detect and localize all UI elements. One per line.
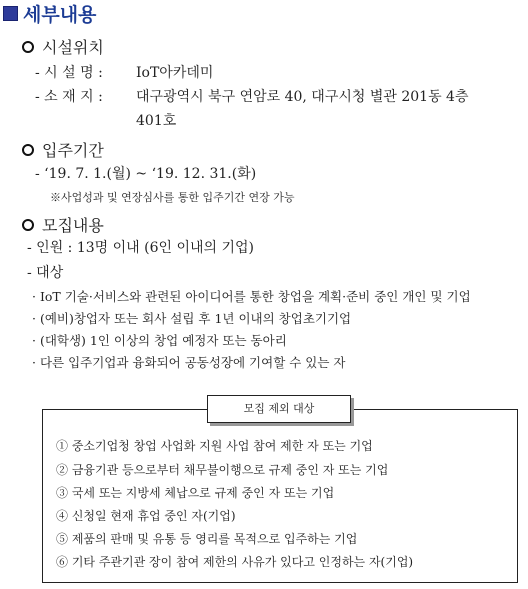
period-note: ※사업성과 및 연장심사를 통한 입주기간 연장 가능: [50, 191, 295, 204]
exclusion-item: ⑤ 제품의 판매 및 유통 등 영리를 목적으로 입주하는 기업: [56, 532, 358, 546]
section-bullet-icon: [22, 41, 34, 53]
address-label: - 소 재 지 :: [35, 89, 103, 105]
address-value-continued: 401호: [136, 113, 177, 129]
exclusion-item: ② 금융기관 등으로부터 채무불이행으로 규제 중인 자 또는 기업: [56, 463, 389, 477]
section-heading-location: 시설위치: [42, 38, 104, 57]
exclusion-item: ③ 국세 또는 지방세 체납으로 규제 중인 자 또는 기업: [56, 486, 335, 500]
target-bullet: · IoT 기술·서비스와 관련된 아이디어를 통한 창업을 계획·준비 중인 개인 및 기업: [32, 289, 471, 304]
exclusion-item: ① 중소기업청 창업 사업화 지원 사업 참여 제한 자 또는 기업: [56, 439, 373, 453]
address-value: 대구광역시 북구 연암로 40, 대구시청 별관 201동 4층: [136, 89, 469, 105]
target-line: - 대상: [27, 265, 64, 281]
section-heading-period: 입주기간: [42, 141, 104, 160]
target-bullet: · 다른 입주기업과 융화되어 공동성장에 기여할 수 있는 자: [32, 355, 346, 370]
page-title: 세부내용: [23, 4, 97, 26]
target-bullet: · (대학생) 1인 이상의 창업 예정자 또는 동아리: [32, 333, 287, 348]
section-bullet-icon: [22, 144, 34, 156]
header-square-icon: [3, 6, 18, 21]
exclusion-item: ⑥ 기타 주관기관 장이 참여 제한의 사유가 있다고 인정하는 자(기업): [56, 555, 414, 569]
facility-name-label: - 시 설 명 :: [35, 65, 103, 81]
target-bullet: · (예비)창업자 또는 회사 설립 후 1년 이내의 창업초기기업: [32, 311, 352, 326]
facility-name-value: IoT아카데미: [136, 65, 214, 81]
exclusion-label: 모집 제외 대상: [207, 395, 351, 423]
section-bullet-icon: [22, 219, 34, 231]
exclusion-item: ④ 신청일 현재 휴업 중인 자(기업): [56, 509, 236, 523]
section-heading-recruitment: 모집내용: [42, 216, 104, 235]
headcount-line: - 인원 : 13명 이내 (6인 이내의 기업): [27, 240, 255, 256]
period-range: - ‘19. 7. 1.(월) ~ ‘19. 12. 31.(화): [35, 166, 257, 182]
